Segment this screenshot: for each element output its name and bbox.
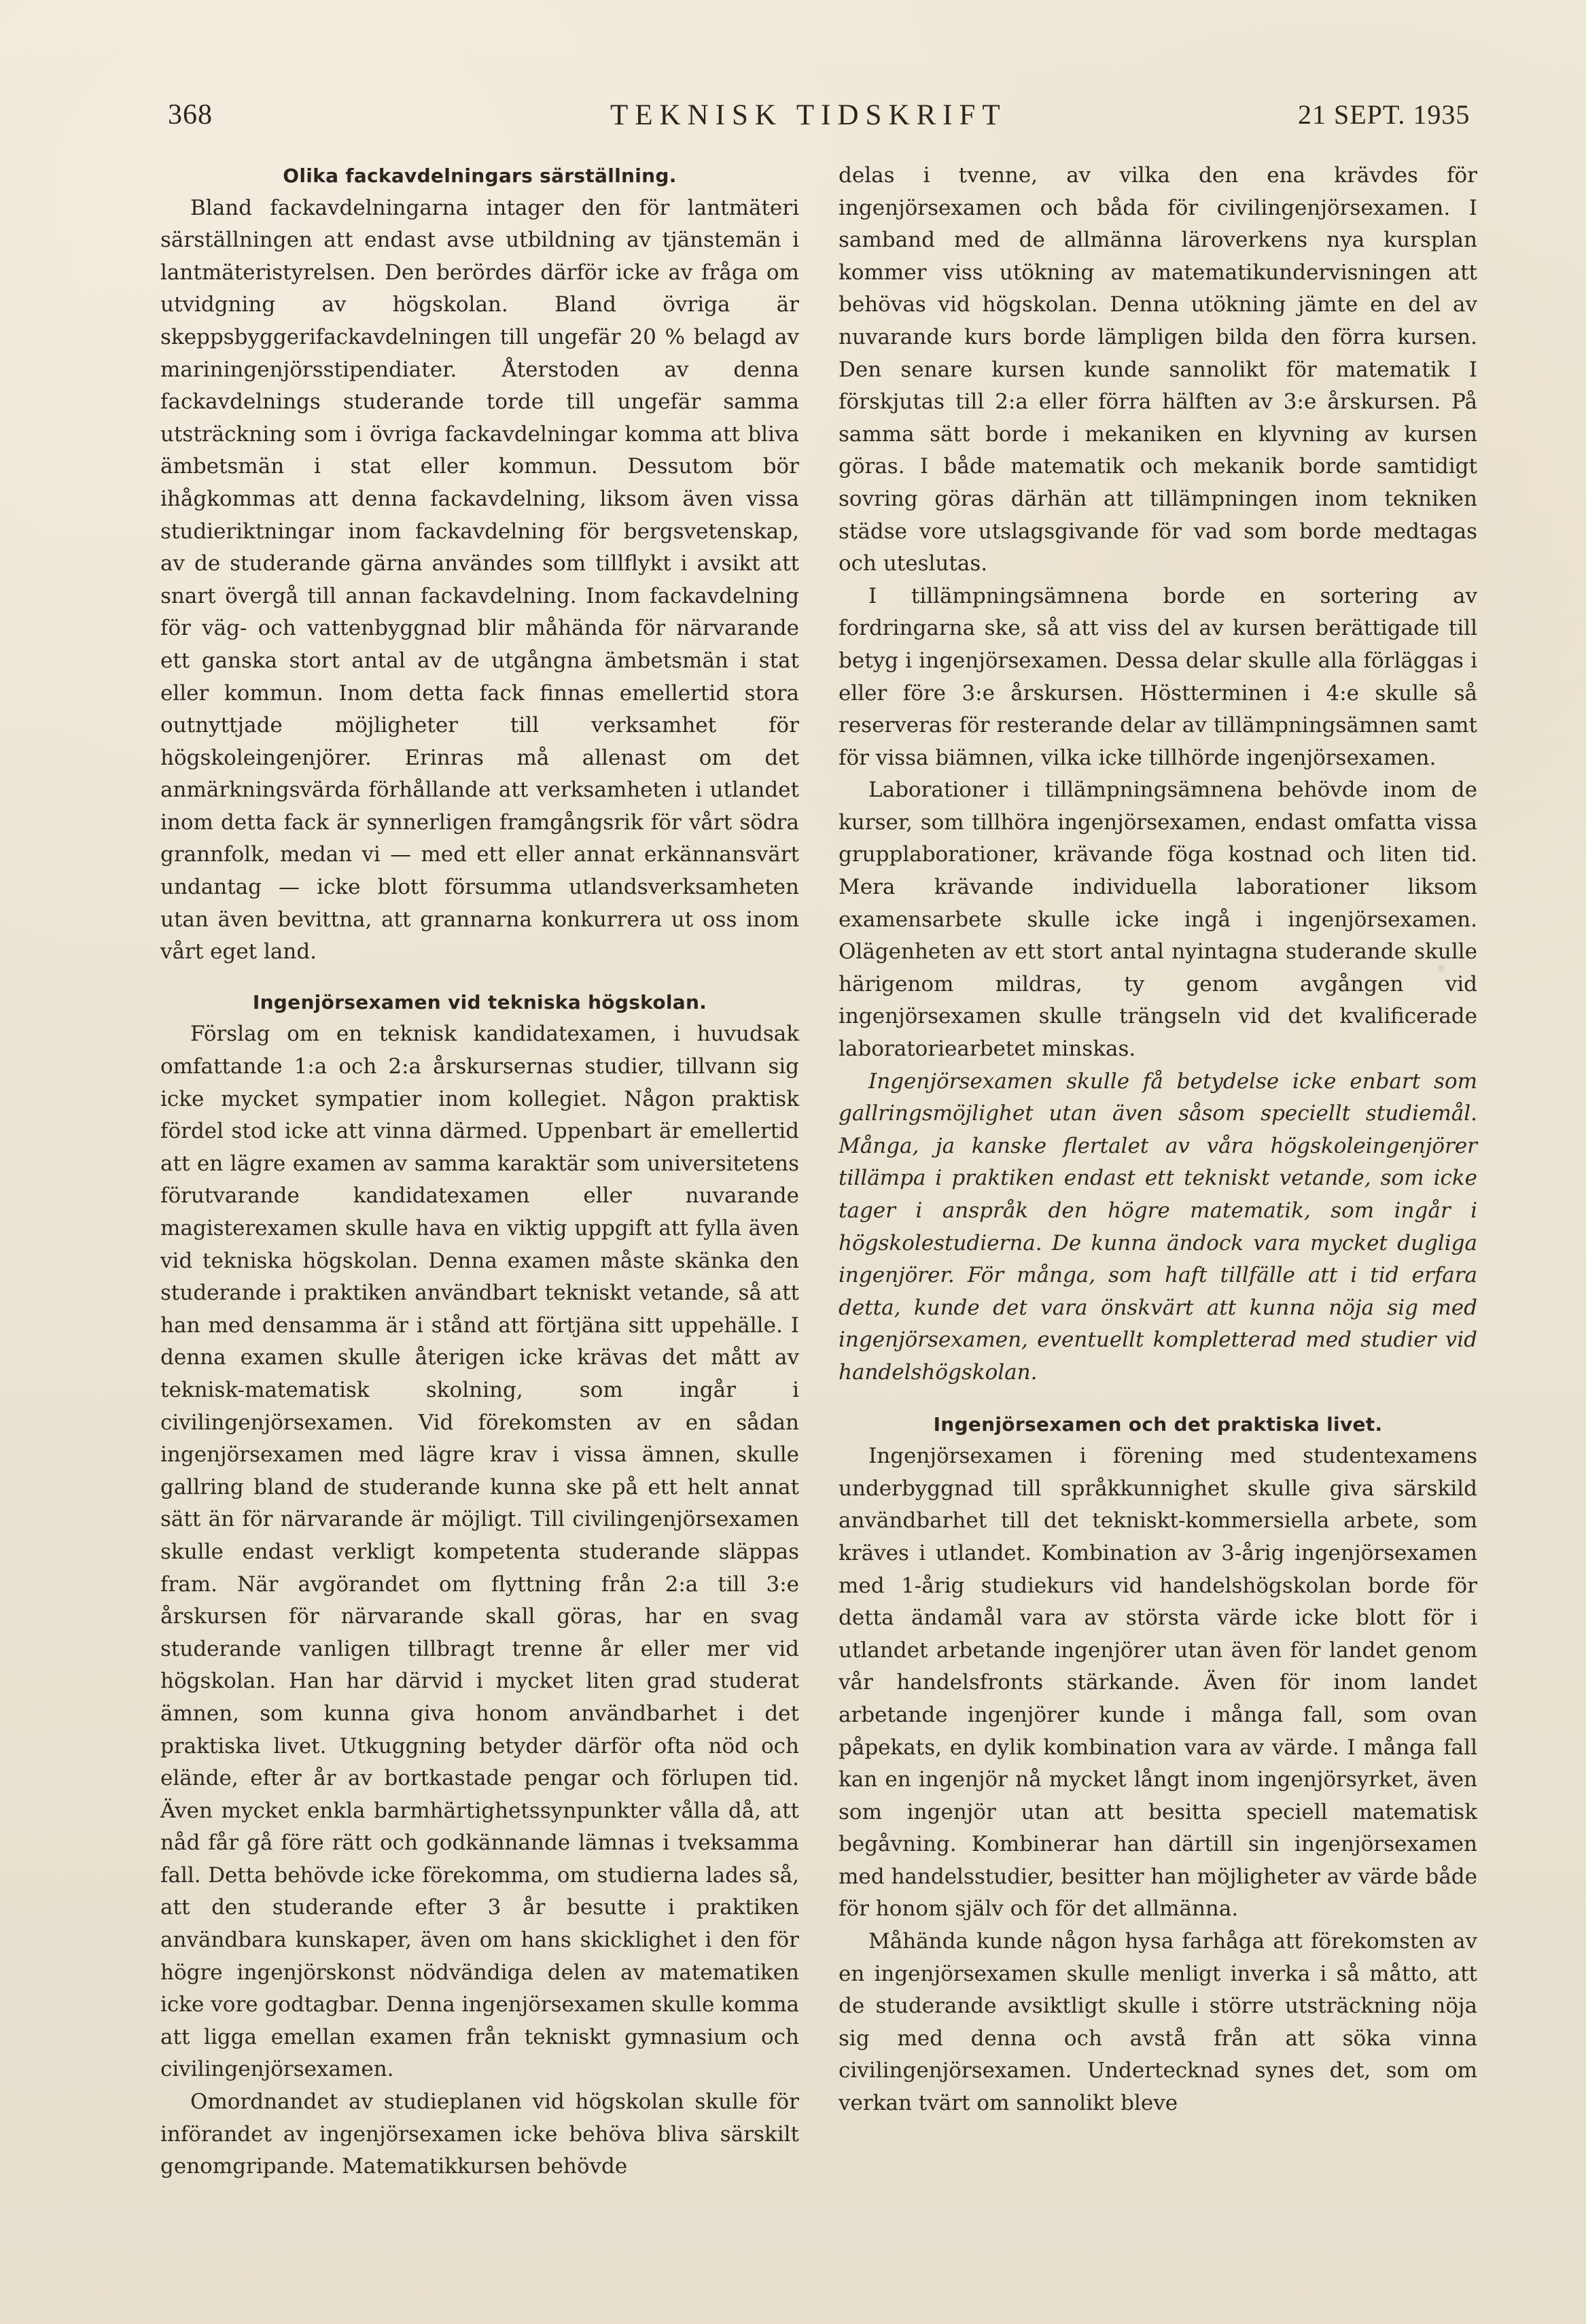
section-heading-ingenjorsexamen-hogskolan: Ingenjörsexamen vid tekniska högskolan. [252,990,707,1013]
right-paragraph-5: Ingenjörsexamen i förening med studentexamens underbyggnad till språkkunnighet skulle giva särskild användbarhet till det tekniskt-kommersiella arbete, som kräves i utlandet. Kombination av 3-årig ingenjörsexamen med 1-årig studiekurs vid handelshögskolan borde för detta ändamål vara av största värde icke blott för i utlandet arbetande ingenjörer utan även för landet genom vår handelsfronts stärkande. Även för inom landet arbetande ingenjörer kunde i många fall, som ovan påpekats, en dylik kombination vara av värde. I många fall kan en ingenjör nå mycket långt inom ingenjörsyrket, även som ingenjör utan att besitta speciell matematisk begåvning. Kombinerar han därtill sin ingenjörsexamen med handelsstudier, besitter han möjligheter av värde både för honom själv och för det allmänna. [839,1444,1477,1922]
page-header [0,99,1586,139]
section-heading-fackavdelningar: Olika fackavdelningars särställning. [283,164,677,187]
right-paragraph-6: Måhända kunde någon hysa farhåga att förekomsten av en ingenjörsexamen skulle menligt inverka i så måtto, att de studerande avsiktligt skulle i större utsträckning nöja sig med denna och avstå från att söka vinna civilingenjörsexamen. Undertecknad synes det, som om verkan tvärt om sannolikt bleve [839,1929,1477,2116]
left-paragraph-1: Bland fackavdelningarna intager den för lantmäteri särställningen att endast avse utbildning av tjänstemän i lantmäteristyrelsen. Den berördes därför icke av fråga om utvidgning av högskolan. Bland övriga är skeppsbyggerifackavdelningen till ungefär 20 % belagd av mariningenjörsstipendiater. Återstoden av denna fackavdelnings studerande torde till ungefär samma utsträckning som i övriga fackavdelningar komma att bliva ämbetsmän i stat eller kommun. Dessutom bör ihågkommas att denna fackavdelning, liksom även vissa studieriktningar inom fackavdelning för bergsvetenskap, av de studerande gärna användes som tillflykt i avsikt att snart övergå till annan fackavdelning. Inom fackavdelning för väg- och vattenbyggnad blir måhända för närvarande ett ganska stort antal av de utgångna ämbetsmän i stat eller kommun. Inom detta fack finnas emellertid stora outnyttjade möjligheter till verksamhet för högskoleingenjörer. Erinras må allenast om det anmärkningsvärda förhållande att verksamheten i utlandet inom detta fack är synnerligen framgångsrik för vårt södra grannfolk, medan vi — med ett eller annat erkännansvärt undantag — icke blott försumma utlandsverksamheten utan även bevittna, att grannarna konkurrera ut oss inom vårt eget land. [160,195,799,965]
right-paragraph-3: Laborationer i tillämpningsämnena behövde inom de kurser, som tillhöra ingenjörsexamen, endast omfatta vissa grupplaborationer, krävande föga kostnad och liten tid. Mera krävande individuella laborationer liksom examensarbete skulle icke ingå i ingenjörsexamen. Olägenheten av ett stort antal nyintagna studerande skulle härigenom mildras, ty genom avgången vid ingenjörsexamen skulle trängseln vid det kvalificerade laboratoriearbetet minskas. [839,778,1477,1062]
left-paragraph-2: Förslag om en teknisk kandidatexamen, i huvudsak omfattande 1:a och 2:a årskursernas studier, tillvann sig icke mycket sympatier inom kollegiet. Någon praktisk fördel stod icke att vinna därmed. Uppenbart är emellertid att en lägre examen av samma karaktär som universitetens förutvarande kandidatexamen eller nuvarande magisterexamen skulle hava en viktig uppgift att fylla även vid tekniska högskolan. Denna examen måste skänka den studerande i praktiken användbart tekniskt vetande, så att han med densamma är i stånd att förtjäna sitt uppehälle. I denna examen skulle återigen icke krävas det mått av teknisk-matematisk skolning, som ingår i civilingenjörsexamen. Vid förekomsten av en sådan ingenjörsexamen med lägre krav i vissa ämnen, skulle gallring bland de studerande kunna ske på ett helt annat sätt än för närvarande är möjligt. Till civilingenjörsexamen skulle endast verkligt kompetenta studerande släppas fram. När avgörandet om flyttning från 2:a till 3:e årskursen för närvarande skall göras, har en svag studerande vanligen tillbragt trenne år eller mer vid högskolan. Han har därvid i mycket liten grad studerat ämnen, som kunna giva honom användbarhet i det praktiska livet. Utkuggning betyder därför ofta nöd och elände, efter år av bortkastade pengar och förlupen tid. Även mycket enkla barmhärtighetssynpunkter vålla då, att nåd får gå före rätt och godkännande lämnas i tveksamma fall. Detta behövde icke förekomma, om studierna lades så, att den studerande efter 3 år besutte i praktiken användbara kunskaper, även om hans skicklighet i den för högre ingenjörskonst nödvändiga delen av matematiken icke vore godtagbar. Denna ingenjörsexamen skulle komma att ligga emellan examen från tekniskt gymnasium och civilingenjörsexamen. [160,1022,799,2082]
left-paragraph-3: Omordnandet av studieplanen vid högskolan skulle för införandet av ingenjörsexamen icke behöva bliva särskilt genomgripande. Matematikkursen behövde [160,2089,799,2179]
right-paragraph-4: Ingenjörsexamen skulle få betydelse icke enbart som gallringsmöjlighet utan även såsom speciellt studiemål. Många, ja kanske flertalet av våra högskoleingenjörer tillämpa i praktiken endast ett tekniskt vetande, som icke tager i anspråk den högre matematik, som ingår i högskolestudierna. De kunna ändock vara mycket dugliga ingenjörer. För många, som haft tillfälle att i tid erfara detta, kunde det vara önskvärt att kunna nöja sig med ingenjörsexamen, eventuellt kompletterad med studier vid handelshögskolan. [839,1069,1477,1385]
page-number: 368 [168,99,213,131]
right-paragraph-1: delas i tvenne, av vilka den ena krävdes för ingenjörsexamen och båda för civilingenjörsexamen. I samband med de allmänna läroverkens nya kursplan kommer viss utökning av matematikundervisningen att behövas vid högskolan. Denna utökning jämte en del av nuvarande kurs borde lämpligen bilda den förra kursen. Den senare kursen kunde sannolikt för matematik I förskjutas till 2:a eller förra hälften av 3:e årskursen. På samma sätt borde i mekaniken en klyvning av kursen göras. I både matematik och mekanik borde samtidigt sovring göras därhän att tillämpningen inom tekniken städse vore utslagsgivande för vad som borde medtagas och uteslutas. [839,163,1477,576]
left-column [160,160,799,2183]
journal-title: TEKNISK TIDSKRIFT [610,99,1007,131]
section-heading-praktiska-livet: Ingenjörsexamen och det praktiska livet. [933,1412,1383,1436]
right-column [839,160,1477,2120]
right-paragraph-2: I tillämpningsämnena borde en sortering av fordringarna ske, så att viss del av kursen berättigade till betyg i ingenjörsexamen. Dessa delar skulle alla förläggas i eller före 3:e årskursen. Höstterminen i 4:e skulle så reserveras för resterande delar av tillämpningsämnen samt för vissa biämnen, vilka icke tillhörde ingenjörsexamen. [839,583,1477,770]
issue-date: 21 SEPT. 1935 [1298,99,1470,130]
